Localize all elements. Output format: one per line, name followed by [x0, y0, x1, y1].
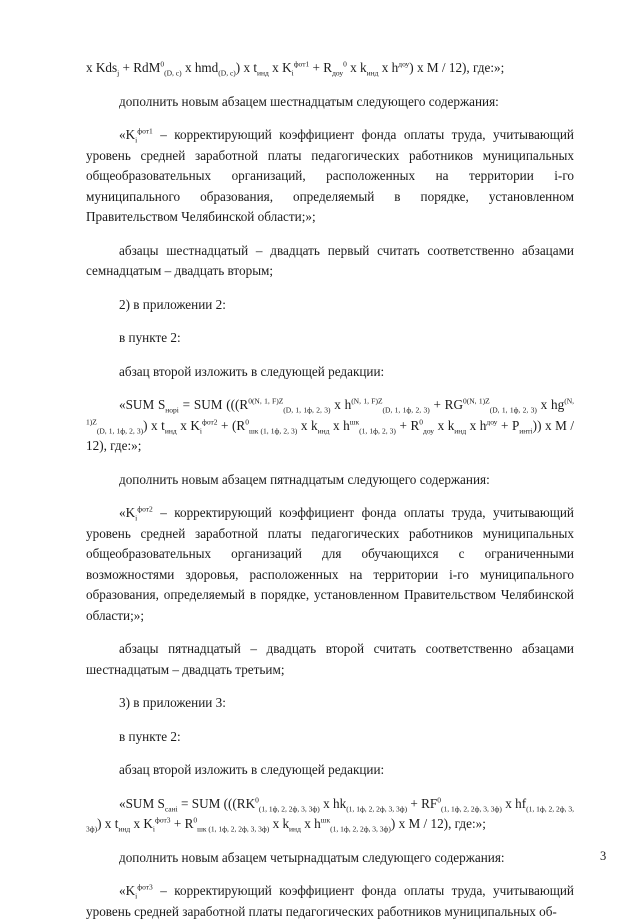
paragraph — [86, 58, 574, 79]
formula-subscript: доу — [423, 426, 435, 436]
formula-subscript: (D, 1, 1ф, 2, 3) — [283, 405, 331, 415]
formula-subscript: инд — [317, 426, 330, 436]
text-run: x hk — [319, 795, 347, 811]
formula-superscript: шк — [320, 815, 331, 825]
formula-subscript: шк (1, 1ф, 2, 2ф, 3, 3ф) — [197, 824, 270, 834]
text-run: x K — [130, 816, 153, 831]
text-run: ) x t — [143, 417, 165, 433]
paragraph: абзац второй изложить в следующей редакции: — [119, 363, 385, 379]
text-run: – корректирующий коэффициент фонда оплаты труда, учитывающий уровень средней заработной платы педагогических работников муниципальных общеобразовательных организаций, расположенных на территории i-го муниципального образования, определяемый в порядке, установленном Правительством Челябинской области;»; — [86, 127, 574, 224]
formula-subscript: (1, 1ф, 2, 2ф, 3, 3ф) — [258, 804, 320, 814]
formula-subscript: i — [135, 513, 138, 523]
formula-paragraph — [86, 395, 574, 457]
text-run: – корректирующий коэффициент фонда оплаты труда, учитывающий уровень средней заработной платы педагогических работников муниципальных об- — [86, 883, 574, 919]
formula-subscript: i — [135, 891, 138, 901]
formula-superscript: 0 — [437, 795, 442, 805]
text-run: + R — [395, 417, 420, 433]
formula-subscript: инд — [289, 824, 301, 834]
paragraph: абзацы пятнадцатый – двадцать второй считать соответственно абзацами шестнадцатым – двадцать третьим; — [86, 641, 574, 677]
formula-superscript: 0 — [193, 815, 198, 825]
text-run: x k — [269, 816, 290, 831]
text-run: + R — [170, 816, 194, 831]
text-run: – корректирующий коэффициент фонда оплаты труда, учитывающий уровень средней заработной платы педагогических работников муниципальных общеобразовательных организаций для обучающихся с ограниченными возможностями здоровья, расположенных на территории i-го муниципального образования, определяемый в порядке, установленном Правительством Челябинской области;»; — [86, 505, 574, 623]
text-run: )) x M / 12), где:»; — [86, 417, 575, 453]
paragraph — [86, 503, 574, 626]
paragraph: в пункте 2: — [119, 330, 181, 345]
text-run: «K — [119, 127, 136, 142]
formula-superscript: шк — [349, 417, 360, 427]
formula-superscript: фот1 — [293, 59, 310, 69]
formula-subscript: (D, c) — [218, 68, 236, 78]
text-run: x h — [329, 417, 350, 433]
paragraph: дополнить новым абзацем четырнадцатым следующего содержания: — [119, 849, 505, 865]
text-run: ) x t — [235, 60, 258, 75]
page-number: 3 — [600, 849, 607, 863]
formula-subscript: (1, 1ф, 2, 3) — [359, 426, 396, 436]
text-run: x h — [330, 397, 352, 412]
text-run: «SUM S — [119, 397, 166, 412]
text-run: x K — [268, 60, 292, 75]
text-run: x K — [176, 417, 200, 433]
formula-subscript: i — [199, 426, 202, 436]
text-run: x k — [434, 417, 455, 433]
formula-subscript: инд — [164, 426, 177, 436]
text-run: + RG — [429, 397, 463, 412]
paragraph: в пункте 2: — [119, 728, 181, 744]
formula-subscript: i — [152, 824, 156, 834]
formula-subscript: инд — [454, 426, 467, 436]
text-run: x hf — [501, 795, 527, 811]
formula-superscript: 0 — [255, 795, 259, 805]
formula-subscript: инд — [257, 68, 269, 78]
formula-superscript: 0 — [419, 417, 423, 427]
formula-superscript: фот2 — [201, 417, 218, 427]
formula-subscript: (1, 1ф, 2, 2ф, 3, 3ф) — [346, 804, 408, 814]
text-run: = SUM (((R — [178, 397, 249, 412]
formula-subscript: (D, c) — [164, 68, 182, 78]
formula-superscript: доу — [486, 417, 498, 427]
text-run: x hg — [536, 397, 565, 412]
formula-superscript: (N, 1)Z — [86, 396, 574, 427]
formula-subscript: (D, 1, 1ф, 2, 3) — [96, 426, 144, 436]
formula-subscript: (D, 1, 1ф, 2, 3) — [382, 405, 430, 415]
text-run: ) x M / 12), где:»; — [409, 60, 505, 75]
formula-superscript: 0(N, 1)Z — [463, 396, 490, 406]
formula-subscript: (1, 1ф, 2, 2ф, 3, 3ф) — [86, 804, 575, 834]
formula-subscript: норi — [165, 405, 179, 415]
paragraph: 3) в приложении 3: — [119, 695, 226, 710]
text-run: x Kds — [86, 60, 118, 75]
text-run: x hmd — [181, 60, 219, 75]
text-run: ) x M / 12), где:»; — [390, 816, 486, 831]
text-run: x h — [466, 417, 487, 433]
formula-superscript: 0 — [343, 59, 347, 69]
document-page — [86, 58, 574, 922]
paragraph: абзацы шестнадцатый – двадцать первый считать соответственно абзацами семнадцатым – двадцать вторым; — [86, 242, 574, 278]
formula-subscript: инд — [366, 68, 379, 78]
text-run: x h — [378, 60, 399, 75]
paragraph: 2) в приложении 2: — [119, 296, 226, 312]
formula-subscript: санi — [164, 804, 178, 814]
formula-superscript: фот1 — [137, 126, 153, 136]
paragraph: абзац второй изложить в следующей редакции: — [119, 762, 385, 777]
formula-superscript: фот3 — [155, 815, 171, 825]
text-run: + RF — [407, 795, 438, 811]
formula-superscript: 0(N, 1, F)Z — [248, 396, 284, 406]
paragraph: дополнить новым абзацем шестнадцатым следующего содержания: — [119, 93, 499, 109]
formula-subscript: j — [117, 68, 120, 78]
formula-superscript: 0 — [245, 417, 249, 427]
paragraph — [86, 881, 574, 922]
text-run: + R — [309, 60, 333, 75]
paragraph: дополнить новым абзацем пятнадцатым следующего содержания: — [119, 471, 490, 487]
text-run: + RdM — [119, 60, 161, 75]
text-run: x k — [346, 60, 367, 75]
formula-subscript: i — [291, 68, 294, 78]
formula-subscript: доу — [332, 68, 344, 78]
text-run: + P — [497, 417, 520, 433]
formula-paragraph — [86, 794, 574, 835]
formula-subscript: i — [135, 135, 138, 145]
text-run: = SUM (((RK — [177, 795, 256, 811]
formula-superscript: фот3 — [137, 882, 153, 892]
formula-superscript: фот2 — [137, 504, 153, 514]
formula-subscript: (1, 1ф, 2, 2ф, 3, 3ф) — [330, 824, 391, 834]
text-run: x k — [297, 417, 318, 433]
text-run: «K — [119, 505, 136, 520]
formula-superscript: доу — [398, 59, 410, 69]
formula-subscript: инд — [118, 824, 131, 834]
text-run: «K — [119, 883, 136, 898]
formula-subscript: (1, 1ф, 2, 2ф, 3, 3ф) — [441, 804, 502, 814]
formula-subscript: интi — [519, 426, 533, 436]
formula-subscript: (D, 1, 1ф, 2, 3) — [489, 405, 537, 415]
text-run: ) x t — [97, 816, 119, 831]
formula-superscript: 0 — [160, 59, 165, 69]
formula-subscript: шк (1, 1ф, 2, 3) — [248, 426, 298, 436]
text-run: «SUM S — [119, 795, 165, 811]
text-run: x h — [300, 816, 321, 831]
paragraph — [86, 125, 574, 228]
formula-superscript: (N, 1, F)Z — [351, 396, 383, 406]
text-run: + (R — [217, 417, 246, 433]
